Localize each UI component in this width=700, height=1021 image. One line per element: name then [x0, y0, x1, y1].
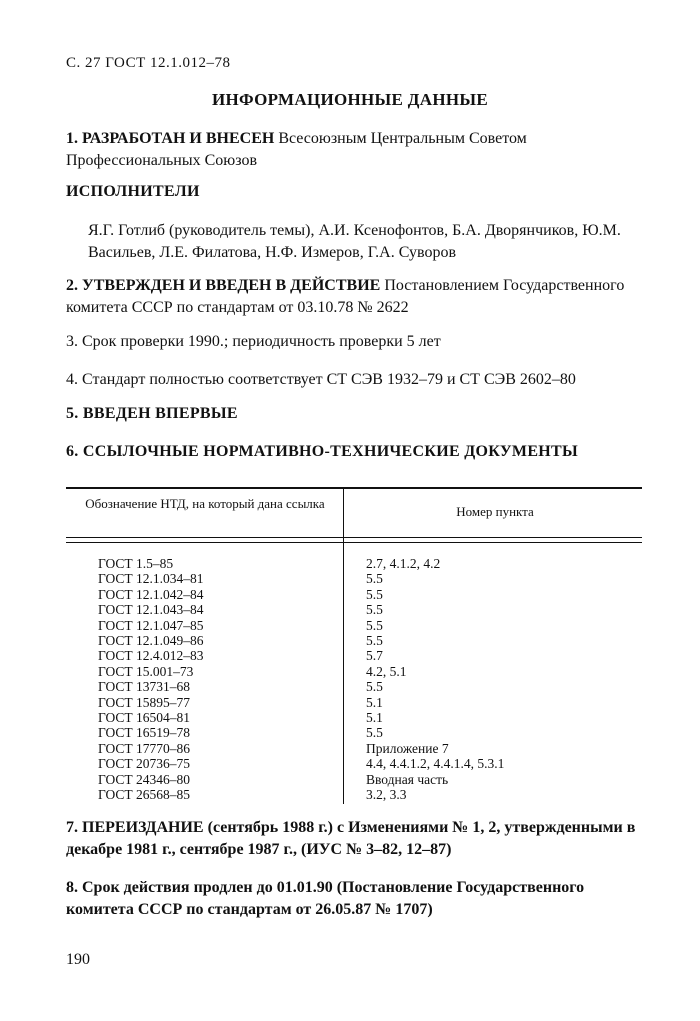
performers-list: Я.Г. Готлиб (руководитель темы), А.И. Ксенофонтов, Б.А. Дворянчиков, Ю.М. Васильев, Л.Е. Филатова, Н.Ф. Измеров, Г.А. Суворов: [88, 222, 621, 261]
item-2-text: Постановлением Государственного комитета СССР по стандартам от 03.10.78 № 2622: [66, 277, 625, 316]
table-cell-designation: ГОСТ 16504–81: [98, 710, 191, 726]
table-cell-designation: ГОСТ 1.5–85: [98, 556, 174, 571]
table-cell-clause: 5.5: [366, 725, 383, 741]
table-cell-designation: ГОСТ 26568–85: [98, 787, 191, 803]
table-cell-designation: ГОСТ 15895–77: [98, 694, 191, 710]
item-6-heading: 6. ССЫЛОЧНЫЕ НОРМАТИВНО-ТЕХНИЧЕСКИЕ ДОКУМЕНТЫ: [66, 443, 579, 460]
table-cell-designation: ГОСТ 12.1.047–85: [98, 617, 204, 633]
table-cell-designation: ГОСТ 16519–78: [98, 725, 191, 741]
table-cell-designation: ГОСТ 13731–68: [98, 679, 191, 695]
table-cell-clause: 5.5: [366, 679, 383, 695]
table-cell-designation: ГОСТ 12.1.042–84: [98, 586, 204, 602]
table-cell-clause: 5.7: [366, 648, 383, 664]
item-5: 5. ВВЕДЕН ВПЕРВЫЕ: [66, 405, 238, 422]
table-cell-designation: ГОСТ 20736–75: [98, 756, 191, 772]
table-cell-clause: 4.2, 5.1: [366, 663, 407, 679]
running-header: С. 27 ГОСТ 12.1.012–78: [66, 55, 231, 71]
table-cell-clause: 5.5: [366, 602, 383, 618]
page-number: 190: [66, 951, 90, 968]
item-7: [66, 817, 638, 861]
table-cell-clause: 5.5: [366, 617, 383, 633]
table-cell-designation: ГОСТ 12.1.034–81: [98, 571, 204, 587]
item-7-text: (сентябрь 1988 г.) с Изменениями № 1, 2, утвержденными в декабре 1981 г., сентябре 1987 г., (ИУС № 3–82, 12–87): [66, 819, 636, 858]
table-cell-designation: ГОСТ 15.001–73: [98, 663, 194, 679]
table-top-rule: [66, 487, 642, 489]
item-4: 4. Стандарт полностью соответствует СТ СЭВ 1932–79 и СТ СЭВ 2602–80: [66, 371, 576, 388]
table-cell-clause: Приложение 7: [366, 740, 449, 756]
table-cell-designation: ГОСТ 24346–80: [98, 771, 191, 787]
item-8: 8. Срок действия продлен до 01.01.90 (Постановление Государственного комитета СССР по стандартам от 26.05.87 № 1707): [66, 879, 585, 918]
item-1-text: Всесоюзным Центральным Советом Профессиональных Союзов: [66, 130, 527, 169]
item-1: [66, 128, 638, 172]
item-7-lead: 7. ПЕРЕИЗДАНИЕ: [66, 819, 204, 836]
table-cell-clause: 5.5: [366, 586, 383, 602]
table-cell-designation: ГОСТ 12.1.043–84: [98, 602, 204, 618]
table-cell-designation: ГОСТ 12.1.049–86: [98, 633, 204, 649]
table-header-rule: [66, 537, 642, 538]
item-1-lead: 1. РАЗРАБОТАН И ВНЕСЕН: [66, 130, 275, 147]
performers-heading: ИСПОЛНИТЕЛИ: [66, 183, 200, 200]
table-cell-clause: 4.4, 4.4.1.2, 4.4.1.4, 5.3.1: [366, 756, 505, 772]
table-cell-clause: Вводная часть: [366, 771, 449, 787]
table-cell-clause: 5.1: [366, 694, 383, 710]
item-2-lead: 2. УТВЕРЖДЕН И ВВЕДЕН В ДЕЙСТВИЕ: [66, 277, 381, 294]
table-column-divider: [343, 487, 344, 804]
table-clauses: [366, 556, 504, 803]
table-header-clause: Номер пункта: [456, 504, 534, 519]
table-cell-clause: 5.5: [366, 571, 383, 587]
table-header-designation: Обозначение НТД, на который дана ссылка: [85, 496, 325, 511]
table-cell-clause: 2.7, 4.1.2, 4.2: [366, 556, 441, 571]
table-cell-designation: ГОСТ 12.4.012–83: [98, 648, 204, 664]
table-designations: [98, 556, 204, 803]
table-cell-designation: ГОСТ 17770–86: [98, 740, 191, 756]
table-cell-clause: 5.1: [366, 710, 383, 726]
table-header-rule-double: [66, 542, 642, 543]
item-3: 3. Срок проверки 1990.; периодичность проверки 5 лет: [66, 333, 441, 350]
table-cell-clause: 3.2, 3.3: [366, 787, 407, 803]
item-2: [66, 275, 638, 319]
table-cell-clause: 5.5: [366, 633, 383, 649]
page-title: ИНФОРМАЦИОННЫЕ ДАННЫЕ: [211, 90, 488, 109]
